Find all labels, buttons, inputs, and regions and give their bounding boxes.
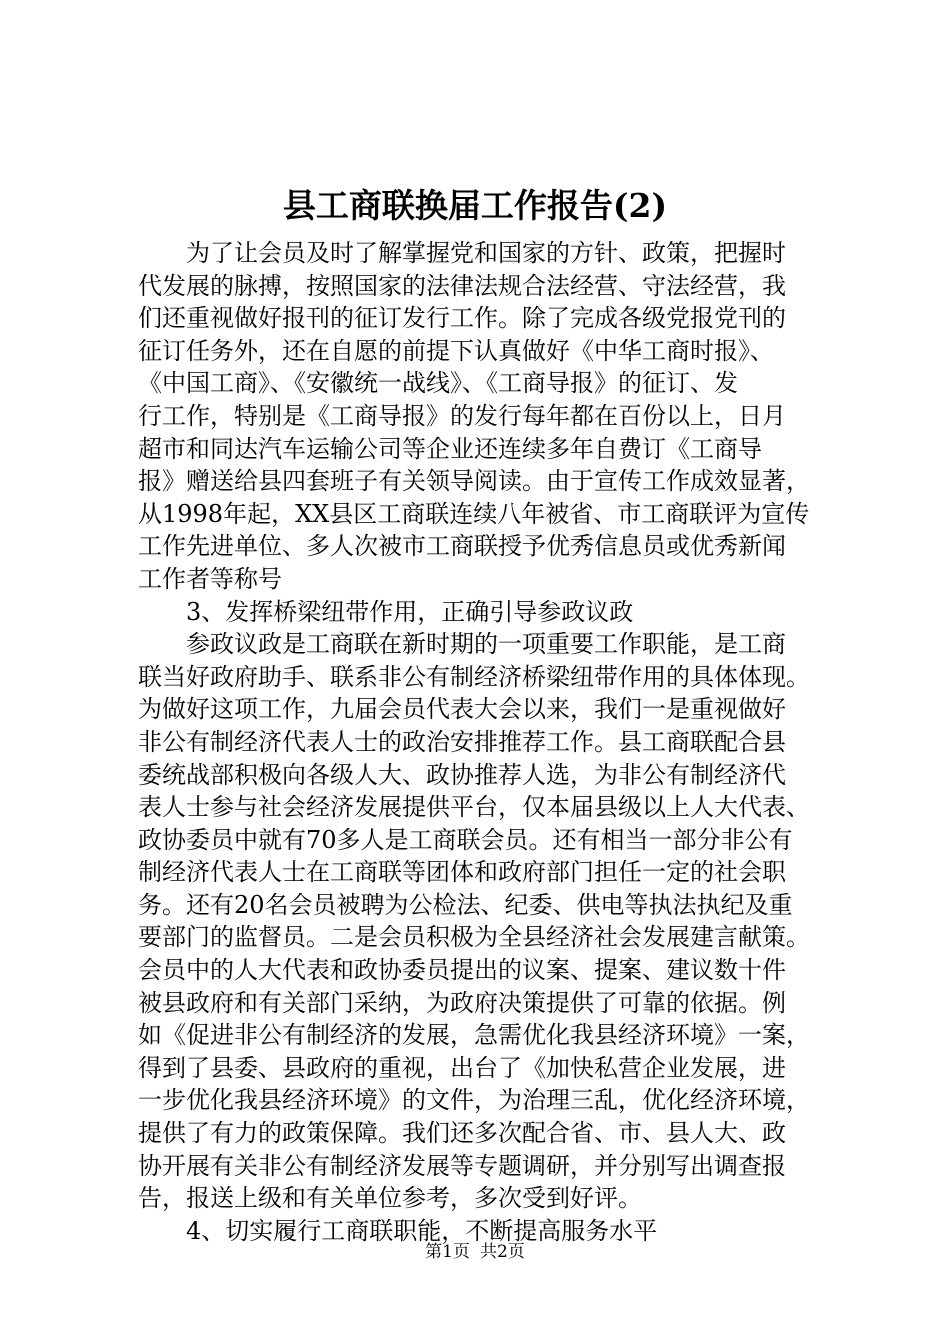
page-number: 第1页 <box>425 1242 470 1262</box>
paragraph-line: 政协委员中就有70多人是工商联会员。还有相当一部分非公有 <box>138 825 793 854</box>
paragraph-line: 代发展的脉搏，按照国家的法律法规合法经营、守法经营，我 <box>138 271 786 300</box>
paragraph-line: 一步优化我县经济环境》的文件，为治理三乱，优化经济环境， <box>138 1086 810 1115</box>
document-title: 县工商联换届工作报告(2) <box>282 186 668 225</box>
paragraph-line: 要部门的监督员。二是会员积极为全县经济社会发展建言献策。 <box>138 923 810 952</box>
paragraph-line: 提供了有力的政策保障。我们还多次配合省、市、县人大、政 <box>138 1119 786 1148</box>
paragraph-line: 报》赠送给县四套班子有关领导阅读。由于宣传工作成效显著， <box>138 467 810 496</box>
paragraph-line: 超市和同达汽车运输公司等企业还连续多年自费订《工商导 <box>138 434 762 463</box>
paragraph-line: 联当好政府助手、联系非公有制经济桥梁纽带作用的具体体现。 <box>138 662 810 691</box>
section-heading: 4、切实履行工商联职能，不断提高服务水平 <box>186 1216 658 1245</box>
paragraph-line: 参政议政是工商联在新时期的一项重要工作职能，是工商 <box>186 630 786 659</box>
paragraph-line: 被县政府和有关部门采纳，为政府决策提供了可靠的依据。例 <box>138 988 786 1017</box>
paragraph-line: 《中国工商》、《安徽统一战线》、《工商导报》的征订、发 <box>138 369 738 398</box>
paragraph-line: 得到了县委、县政府的重视，出台了《加快私营企业发展，进 <box>138 1053 786 1082</box>
paragraph-line: 从1998年起，XX县区工商联连续八年被省、市工商联评为宣传 <box>138 499 810 528</box>
paragraph-line: 们还重视做好报刊的征订发行工作。除了完成各级党报党刊的 <box>138 304 786 333</box>
paragraph-line: 非公有制经济代表人士的政治安排推荐工作。县工商联配合县 <box>138 727 786 756</box>
paragraph-line: 告，报送上级和有关单位参考，多次受到好评。 <box>138 1184 642 1213</box>
paragraph-line: 会员中的人大代表和政协委员提出的议案、提案、建议数十件 <box>138 956 786 985</box>
paragraph-line: 务。还有20名会员被聘为公检法、纪委、供电等执法执纪及重 <box>138 890 793 919</box>
paragraph-line: 工作者等称号 <box>138 564 282 593</box>
paragraph-line: 如《促进非公有制经济的发展，急需优化我县经济环境》一案， <box>138 1021 810 1050</box>
paragraph-line: 制经济代表人士在工商联等团体和政府部门担任一定的社会职 <box>138 858 786 887</box>
paragraph-line: 征订任务外，还在自愿的前提下认真做好《中华工商时报》、 <box>138 336 774 365</box>
page-footer <box>0 1240 950 1264</box>
paragraph-line: 工作先进单位、多人次被市工商联授予优秀信息员或优秀新闻 <box>138 532 786 561</box>
paragraph-line: 委统战部积极向各级人大、政协推荐人选，为非公有制经济代 <box>138 760 786 789</box>
paragraph-line: 行工作，特别是《工商导报》的发行每年都在百份以上，日月 <box>138 401 786 430</box>
section-heading: 3、发挥桥梁纽带作用，正确引导参政议政 <box>186 597 634 626</box>
paragraph-line: 表人士参与社会经济发展提供平台，仅本届县级以上人大代表、 <box>138 793 810 822</box>
page-total: 共2页 <box>480 1242 525 1262</box>
paragraph-line: 协开展有关非公有制经济发展等专题调研，并分别写出调查报 <box>138 1151 786 1180</box>
document-body <box>138 237 838 1247</box>
paragraph-line: 为了让会员及时了解掌握党和国家的方针、政策，把握时 <box>186 239 786 267</box>
paragraph-line: 为做好这项工作，九届会员代表大会以来，我们一是重视做好 <box>138 695 786 724</box>
